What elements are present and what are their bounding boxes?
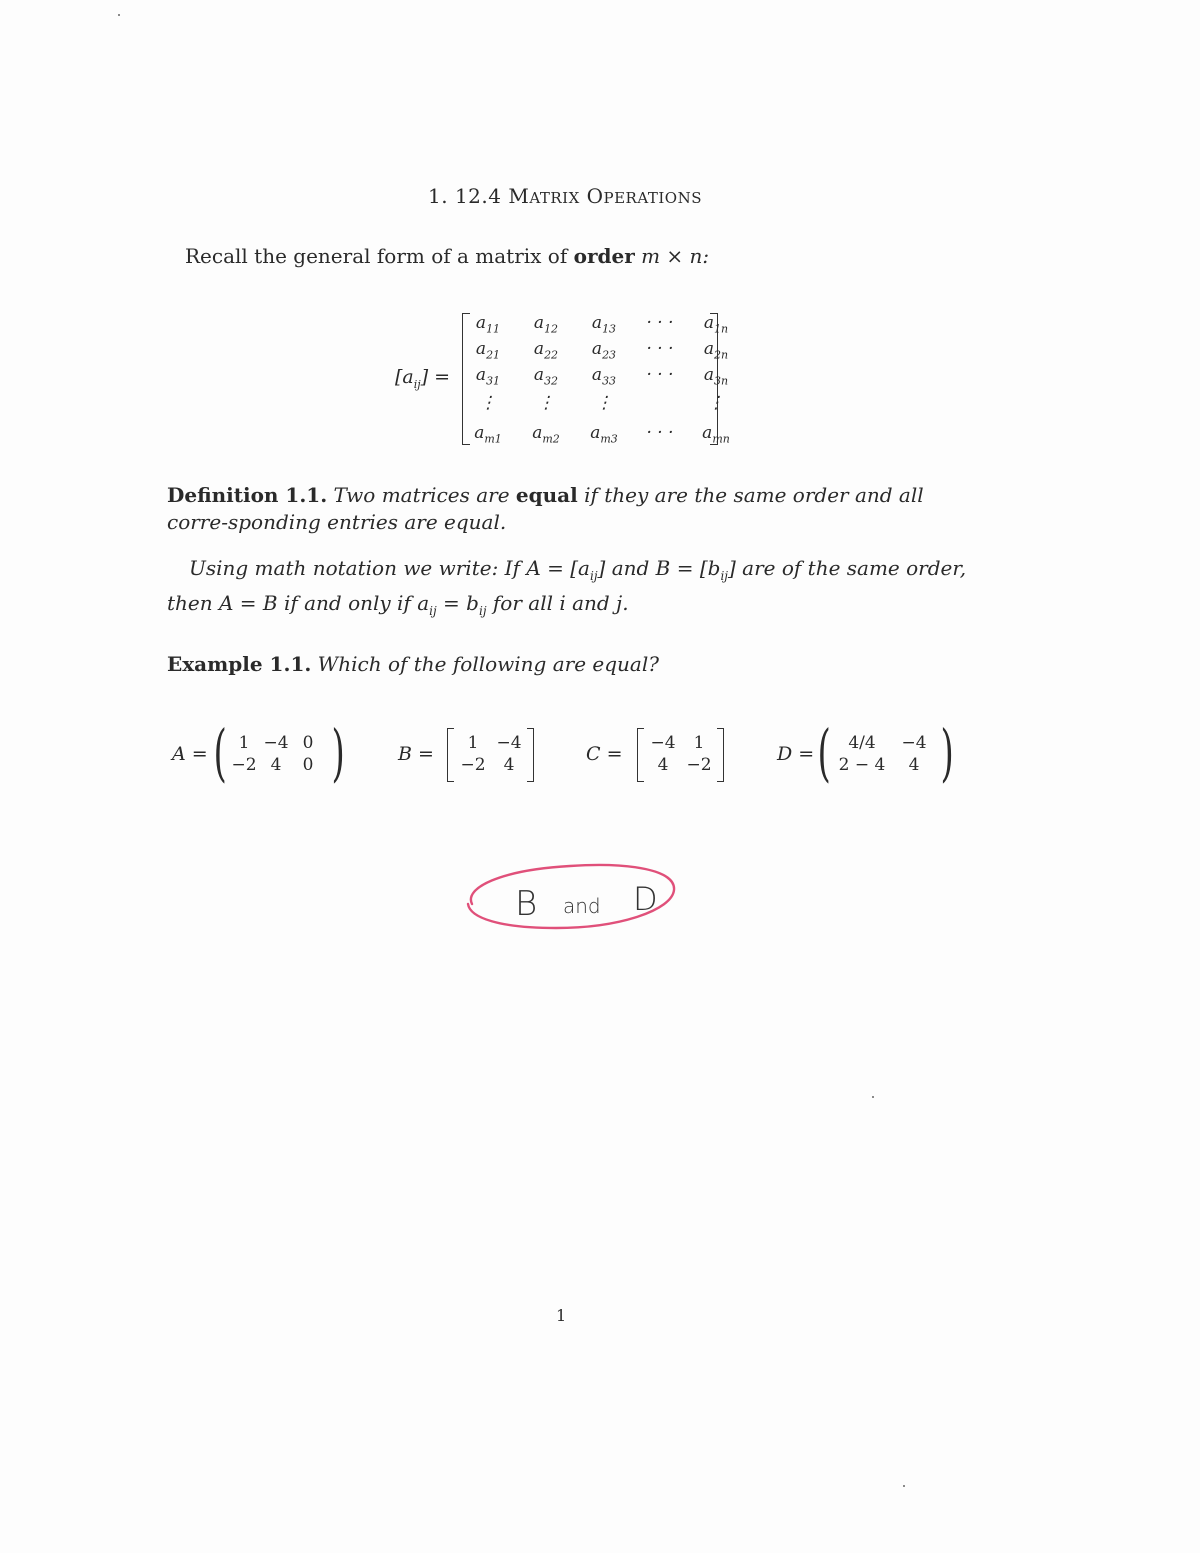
general-matrix-cell: · · · [646,339,674,359]
general-matrix-cell: · · · [646,423,674,443]
scan-speck [903,1485,905,1487]
matrix-entry: 1 [467,733,479,753]
matrix-b-left-bracket [447,728,454,782]
matrix-c-label: C = [586,743,623,765]
page-number: 1 [556,1306,567,1325]
general-matrix-cell: $a_{23}$ [591,339,617,362]
matrix-a-right-paren: ) [331,716,345,789]
section-title [0,184,1130,208]
title-word1-rest: ATRIX [529,189,580,207]
answer-letter-b: B [515,884,538,924]
general-matrix-cell: $a_{22}$ [533,339,559,362]
general-matrix-cell: $a_{3n}$ [703,365,729,388]
matrix-b-label: B = [398,743,434,765]
scan-speck [118,14,120,16]
general-matrix-cell: ⋮ [479,393,497,413]
recall-suffix: m × n: [634,244,710,268]
general-matrix-cell: $a_{m3}$ [590,423,618,446]
matrix-entry: 4 [270,755,282,775]
answer-word-and: and [563,894,601,918]
matrix-entry: 4 [657,755,669,775]
matrix-entry: 0 [302,733,314,753]
title-word2-cap: O [586,184,604,208]
matrix-entry: 2 − 4 [838,755,886,775]
general-matrix-cell: ⋮ [707,393,725,413]
general-matrix-cell: $a_{11}$ [475,313,501,336]
recall-prefix: Recall the general form of a matrix of [185,244,574,268]
matrix-b-right-bracket [527,728,534,782]
general-matrix-cell: $a_{m2}$ [532,423,560,446]
matrix-entry: −2 [686,755,712,775]
general-matrix-cell: $a_{12}$ [533,313,559,336]
matrix-entry: 1 [238,733,250,753]
matrix-entry: 1 [693,733,705,753]
matrix-a-left-paren: ( [213,716,227,789]
notation-paragraph: Using math notation we write: If $A = [a_{ij}]$ and $B = [b_{ij}]$ are of the same order, then A = B if and only if $a_{ij} = b_{ij}$ for all i and j. [167,556,967,618]
matrix-entry: −4 [650,733,676,753]
general-matrix-cell: $a_{2n}$ [703,339,729,362]
matrix-d-left-paren: ( [817,716,831,789]
recall-bold-order: order [573,244,635,268]
matrix-entry: −4 [901,733,927,753]
recall-sentence [185,244,709,268]
general-matrix-cell: $a_{32}$ [533,365,559,388]
general-matrix-cell: $a_{1n}$ [703,313,729,336]
general-matrix-cell: ⋮ [537,393,555,413]
general-matrix-cell: $a_{mn}$ [702,423,730,446]
general-matrix-cell: ⋮ [595,393,613,413]
general-matrix-cell: $a_{31}$ [475,365,501,388]
general-matrix-lhs: $[a_{ij}]$ = [395,366,451,391]
general-matrix-cell: · · · [646,313,674,333]
matrix-d-label: D = [777,743,815,765]
general-matrix-cell: · · · [646,365,674,385]
matrix-d-right-paren: ) [940,716,954,789]
matrix-entry: 4 [503,755,515,775]
general-matrix-cell: $a_{m1}$ [474,423,502,446]
matrix-entry: 0 [302,755,314,775]
example-question: Which of the following are equal? [311,652,659,676]
matrix-entry: −4 [496,733,522,753]
matrix-a-label: A = [172,743,208,765]
definition-label: Definition 1.1. [167,483,328,507]
matrix-c-right-bracket [717,728,724,782]
definition-1-1: Definition 1.1. Two matrices are equal if they are the same order and all corre-sponding entries are equal. [167,483,924,534]
matrix-entry: −2 [231,755,257,775]
matrix-entry: −4 [263,733,289,753]
general-matrix-cell: $a_{33}$ [591,365,617,388]
general-matrix-cell: $a_{21}$ [475,339,501,362]
example-1-1 [167,652,659,676]
scan-speck [872,1096,874,1098]
matrix-entry: 4/4 [848,733,876,753]
title-word1-cap: M [508,184,530,208]
answer-letter-d: D [633,880,658,918]
general-matrix-cell: $a_{13}$ [591,313,617,336]
definition-bold-equal: equal [515,483,578,507]
matrix-entry: −2 [460,755,486,775]
example-label: Example 1.1. [167,652,312,676]
matrix-entry: 4 [908,755,920,775]
title-word2-rest: PERATIONS [603,189,702,207]
matrix-c-left-bracket [637,728,644,782]
section-number: 1. 12.4 [428,184,502,208]
